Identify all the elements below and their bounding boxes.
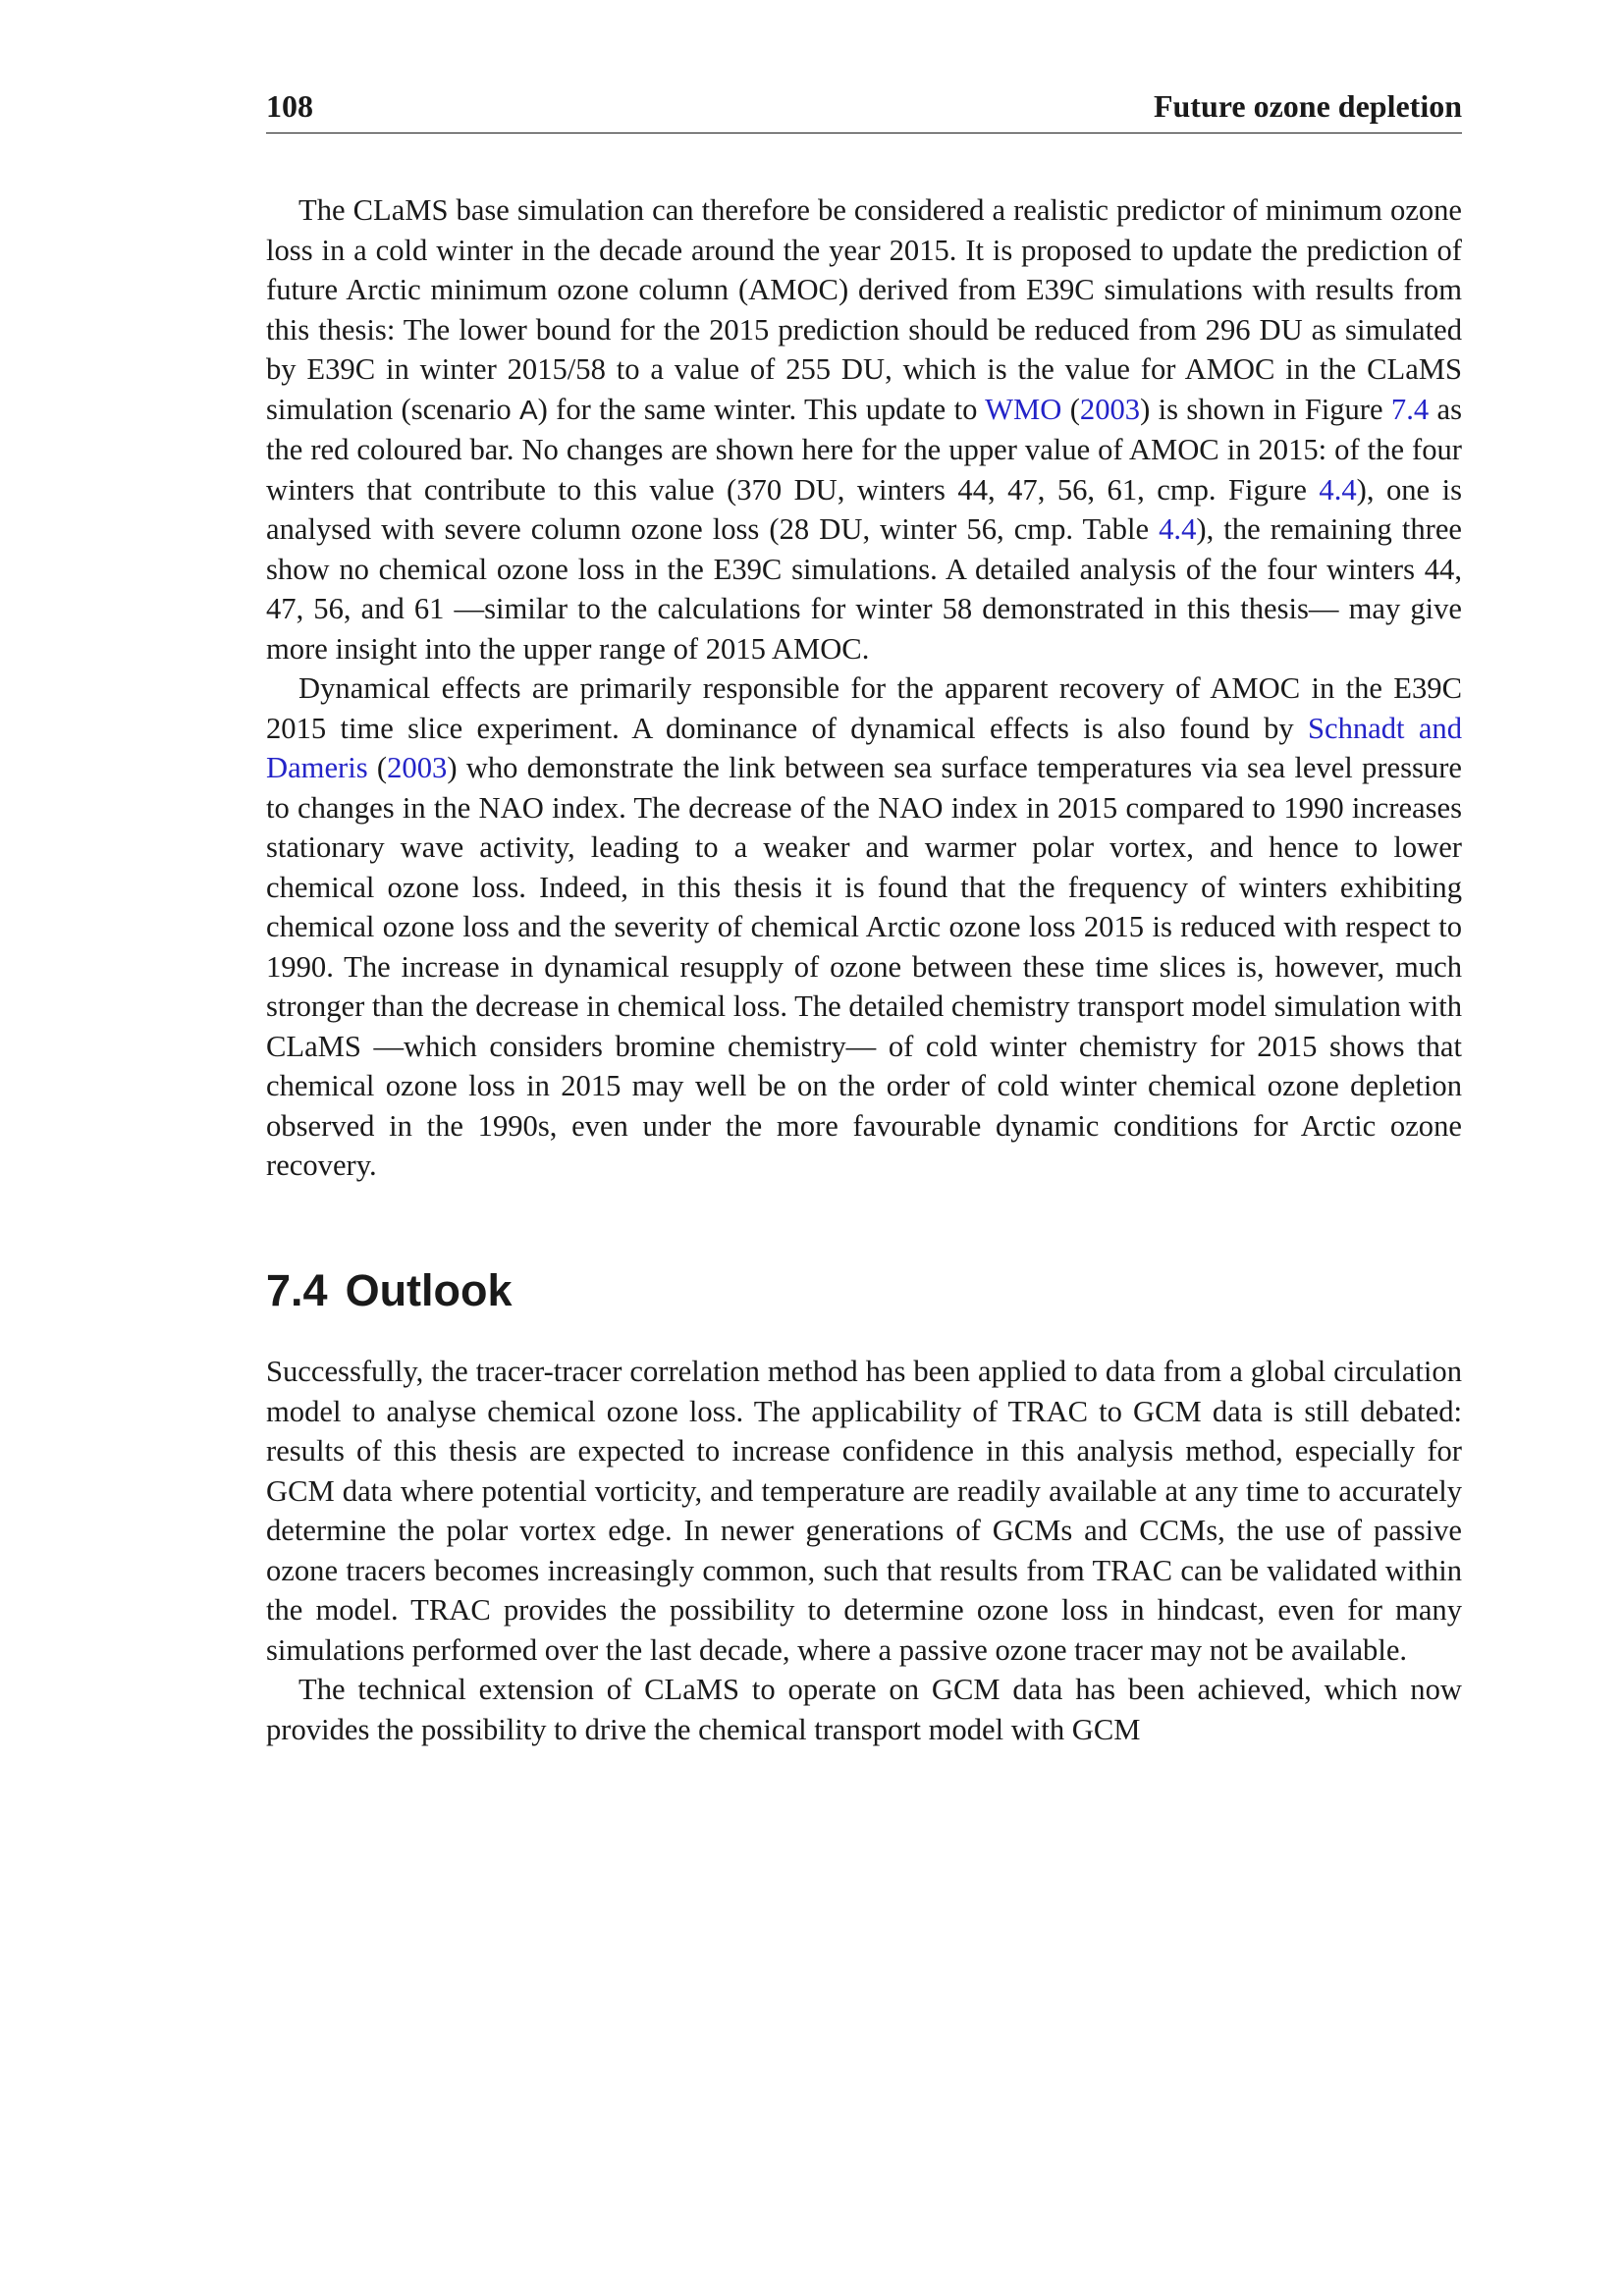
section-number: 7.4	[266, 1264, 328, 1315]
section-title: Outlook	[345, 1264, 513, 1315]
citation-wmo-year[interactable]: 2003	[1079, 392, 1141, 426]
body-text	[266, 190, 1462, 1749]
section-heading-outlook	[266, 1266, 1462, 1315]
chapter-title: Future ozone depletion	[1153, 88, 1462, 124]
paragraph-trac-method: Successfully, the tracer-tracer correlation method has been applied to data from a global circulation model to analyse chemical ozone loss. The applicability of TRAC to GCM data is still debated: results of this thesis are expected to increase confidence in this analysis method, especially for GCM data where potential vorticity, and temperature are readily available at any time to accurately determine the polar vortex edge. In newer generations of GCMs and CCMs, the use of passive ozone tracers becomes increasingly common, such that results from TRAC can be validated within the model. TRAC provides the possibility to determine ozone loss in hindcast, even for many simulations performed over the last decade, where a passive ozone tracer may not be available.	[266, 1355, 1462, 1667]
page-number: 108	[266, 88, 313, 124]
figure-ref-4-4[interactable]: 4.4	[1319, 472, 1357, 507]
figure-ref-7-4[interactable]: 7.4	[1390, 392, 1430, 426]
citation-schnadt-dameris[interactable]: Schnadt and Dameris	[266, 711, 1462, 784]
running-header	[266, 88, 1462, 133]
page	[266, 88, 1462, 1749]
paragraph-dynamical-effects: Dynamical effects are primarily responsible for the apparent recovery of AMOC in the E39C 2015 time slice experiment. A dominance of dynamical effects is also found by Schnadt and Dameris (2003) who demonstrate the link between sea surface temperatures via sea level pressure to changes in the NAO index. The decrease of the NAO index in 2015 compared to 1990 increases stationary wave activity, leading to a weaker and warmer polar vortex, and hence to lower chemical ozone loss. Indeed, in this thesis it is found that the frequency of winters exhibiting chemical ozone loss and the severity of chemical Arctic ozone loss 2015 is reduced with respect to 1990. The increase in dynamical resupply of ozone between these time slices is, however, much stronger than the decrease in chemical loss. The detailed chemistry transport model simulation with CLaMS —which considers bromine chemistry— of cold winter chemistry for 2015 shows that chemical ozone loss in 2015 may well be on the order of cold winter chemical ozone depletion observed in the 1990s, even under the more favourable dynamic conditions for Arctic ozone recovery.	[266, 671, 1462, 1182]
paragraph-clams-prediction: The CLaMS base simulation can therefore be considered a realistic predictor of minimum ozone loss in a cold winter in the decade around the year 2015. It is proposed to update the prediction of future Arctic minimum ozone column (AMOC) derived from E39C simulations with results from this thesis: The lower bound for the 2015 prediction should be reduced from 296 DU as simulated by E39C in winter 2015/58 to a value of 255 DU, which is the value for AMOC in the CLaMS simulation (scenario A) for the same winter. This update to WMO (2003) is shown in Figure 7.4 as the red coloured bar. No changes are shown here for the upper value of AMOC in 2015: of the four winters that contribute to this value (370 DU, winters 44, 47, 56, 61, cmp. Figure 4.4), one is analysed with severe column ozone loss (28 DU, winter 56, cmp. Table 4.4), the remaining three show no chemical ozone loss in the E39C simulations. A detailed analysis of the four winters 44, 47, 56, and 61 —similar to the calculations for winter 58 demonstrated in this thesis— may give more insight into the upper range of 2015 AMOC.	[266, 193, 1462, 666]
paragraph-clams-extension: The technical extension of CLaMS to operate on GCM data has been achieved, which now provides the possibility to drive the chemical transport model with GCM	[266, 1673, 1462, 1746]
citation-schnadt-dameris-year[interactable]: 2003	[387, 751, 448, 784]
scenario-label: A	[518, 394, 538, 425]
table-ref-4-4[interactable]: 4.4	[1159, 512, 1197, 546]
citation-wmo[interactable]: WMO	[985, 392, 1062, 426]
